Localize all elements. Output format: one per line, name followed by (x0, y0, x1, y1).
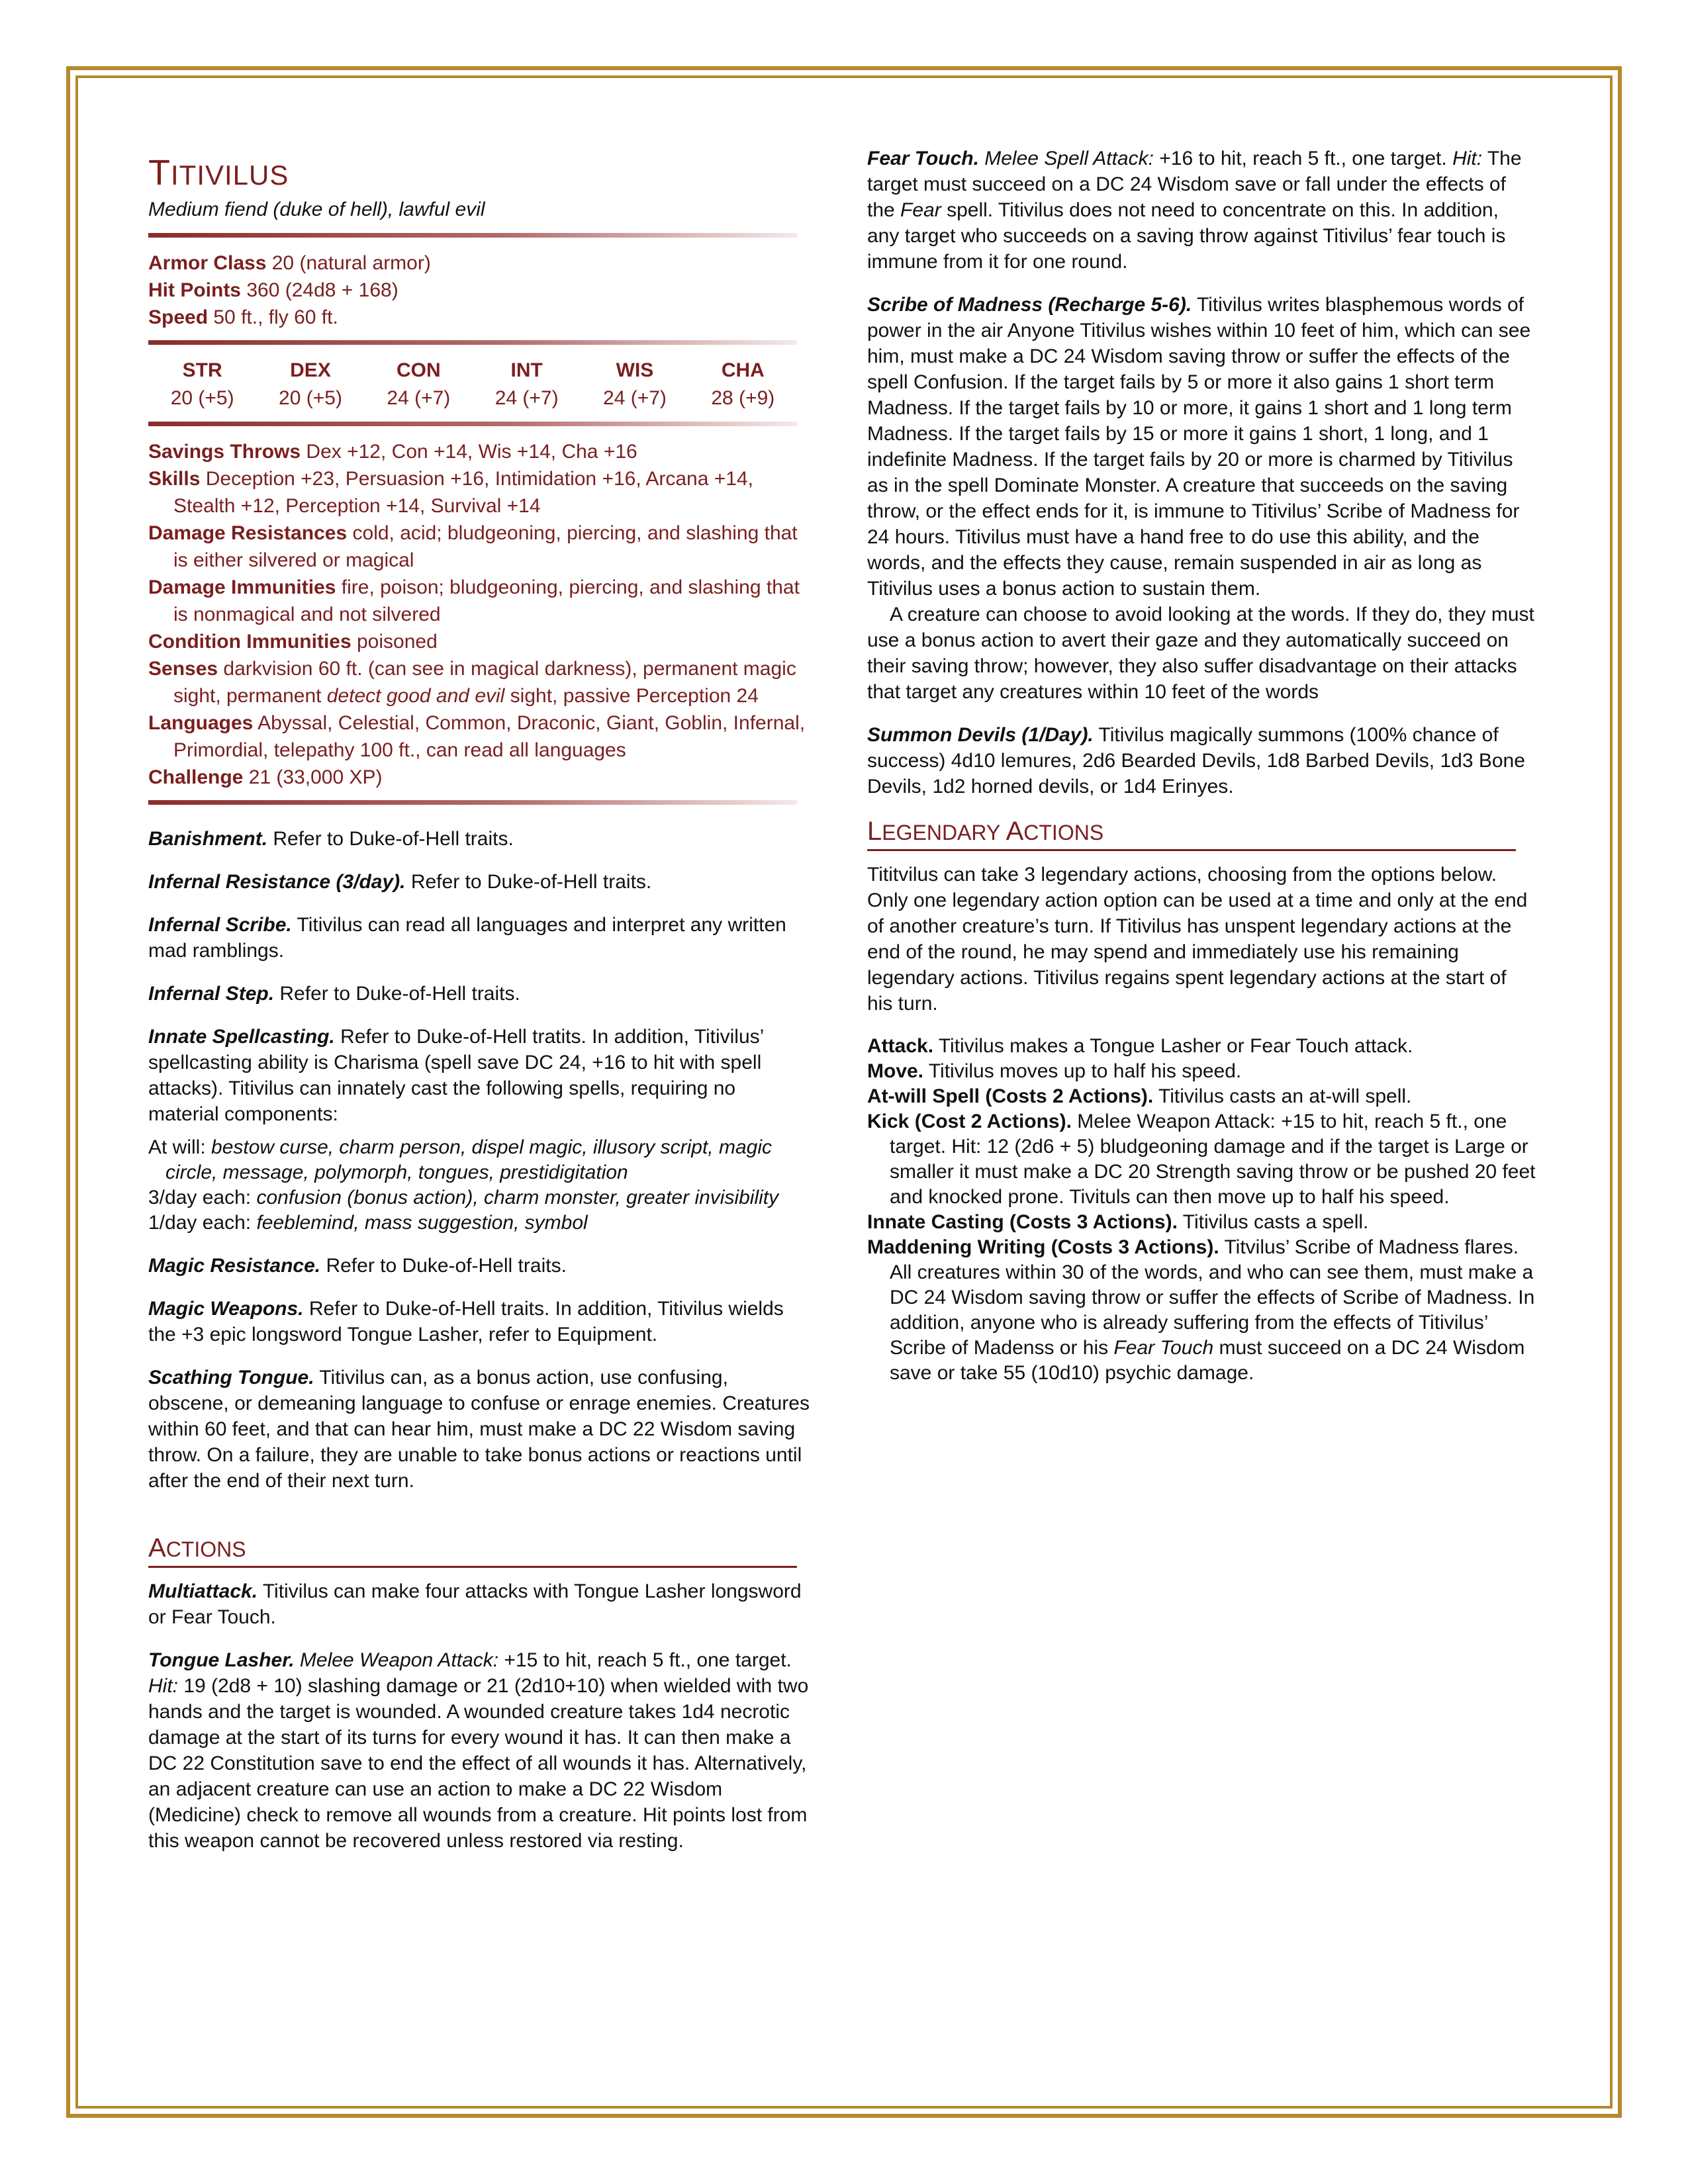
trait-scathing-tongue (148, 1365, 810, 1494)
trait-innate-spellcasting (148, 1024, 810, 1127)
legendary-name: Move. (867, 1060, 924, 1082)
action-text: Titivilus writes blasphemous words of power in the air Anyone Titivilus wishes within 10 feet of him, which can see him, must make a DC 24 Wisdom saving throw or suffer the effects of the spell Confusion. If the target fails by 5 or more it also gains 1 short term Madness. If the target fails by 10 or more, it gains 1 short and 1 long term Madness. If the target fails by 15 or more it gains 1 short, 1 long, and 1 indefinite Madness. If the target fails by 20 or more is charmed by Titivilus as in the spell Dominate Monster. A creature that succeeds on the saving throw, or the effect ends for it, is immune to Titivilus’ Scribe of Madness for 24 hours. Titivilus must have a hand free to do use this ability, and the words, and the effects they cause, remain suspended in air as long as Titivilus uses a bonus action to sustain them. (867, 294, 1531, 600)
property-value: Dex +12, Con +14, Wis +14, Cha +16 (306, 441, 637, 463)
legendary-innate-casting (867, 1210, 1536, 1235)
trait-text: Refer to Duke-of-Hell tratits. In addition, Titivilus’ spellcasting ability is Charisma (spell save DC 24, +16 to hit with spell attacks). Titivilus can innately cast the following spells, requiring no material components: (148, 1026, 764, 1125)
ability-value: 24 (+7) (494, 387, 559, 409)
action-tongue-lasher (148, 1647, 810, 1854)
trait-banishment (148, 826, 810, 852)
ability-header: STR (182, 359, 222, 381)
legendary-name: Maddening Writing (Costs 3 Actions). (867, 1236, 1219, 1258)
property-label: Condition Immunities (148, 631, 352, 653)
speed-label: Speed (148, 306, 209, 328)
trait-text: Refer to Duke-of-Hell traits. (274, 983, 520, 1005)
action-text: 19 (2d8 + 10) slashing damage or 21 (2d10+10) when wielded with two hands and the target is wounded. A wounded creature takes 1d4 necrotic damage at the start of its turns for every wound it has. It can then make a DC 22 Constitution save to end the effect of all wounds it has. Alternatively, an adjacent creature can use an action to make a DC 22 Wisdom (Medicine) check to remove all wounds from a creature. Hit points lost from this weapon cannot be recovered unless restored via resting. (148, 1675, 809, 1852)
property-label: Challenge (148, 766, 244, 788)
saving-throws (148, 438, 810, 465)
action-name: Multiattack. (148, 1580, 258, 1602)
spell-names: confusion (bonus action), charm monster, greater invisibility (256, 1187, 779, 1208)
action-name: Tongue Lasher. (148, 1649, 295, 1671)
ability-headers (148, 357, 797, 385)
hit-label: Hit: (148, 1675, 178, 1697)
ability-value: 24 (+7) (603, 387, 667, 409)
hit-points-value: 360 (24d8 + 168) (246, 279, 399, 301)
legendary-text: Titivilus makes a Tongue Lasher or Fear Touch attack. (933, 1035, 1413, 1057)
senses-text: sight, passive Perception 24 (504, 685, 759, 707)
action-text: Titivilus can make four attacks with Tongue Lasher longsword or Fear Touch. (148, 1580, 802, 1628)
heading-rest: EGENDARY (882, 821, 1006, 844)
hit-points-label: Hit Points (148, 279, 241, 301)
divider (148, 422, 797, 426)
legendary-text: Titvilus’ Scribe of Madness flares. All creatures within 30 of the words, and who can see them, must make a DC 24 Wisdom saving throw or suffer the effects of Scribe of Madness. In addition, anyone who is already suffering from the effects of Titivilus’ Scribe of Madenss or his (890, 1236, 1535, 1359)
legendary-move (867, 1059, 1536, 1084)
ability-scores-table (148, 357, 797, 412)
trait-text: Refer to Duke-of-Hell traits. In addition, Titivilus wields the +3 epic longsword Tongue Lasher, refer to Equipment. (148, 1298, 784, 1345)
action-name: Fear Touch. (867, 148, 979, 169)
trait-text: Refer to Duke-of-Hell traits. (267, 828, 514, 850)
trait-infernal-step (148, 981, 810, 1007)
ability-header: CHA (721, 359, 765, 381)
legendary-name: Innate Casting (Costs 3 Actions). (867, 1211, 1178, 1233)
legendary-text: Titivilus casts a spell. (1177, 1211, 1369, 1233)
right-column (867, 146, 1536, 1386)
spell-names: feeblemind, mass suggestion, symbol (256, 1212, 588, 1234)
spell-list-1-day (148, 1210, 810, 1236)
senses (148, 655, 810, 709)
legendary-text: must succeed on a DC 24 Wisdom save or take 55 (10d10) psychic damage. (890, 1337, 1525, 1384)
legendary-maddening-writing (867, 1235, 1536, 1386)
senses-italic: detect good and evil (326, 685, 505, 707)
monster-name (148, 152, 810, 193)
speed (148, 304, 810, 331)
property-value: poisoned (357, 631, 438, 653)
ability-value: 28 (+9) (711, 387, 775, 409)
legendary-text: Melee Weapon Attack: +15 to hit, reach 5 ft., one target. Hit: 12 (2d6 + 5) bludgeoning damage and if the target is Large or smaller it must make a DC 20 Strength saving throw or be pushed 20 feet and knocked prone. Tivituls can then move up to half his speed. (890, 1111, 1536, 1208)
spell-list-3-day (148, 1185, 810, 1210)
left-column (148, 146, 810, 1871)
legendary-actions-heading (867, 817, 1516, 851)
attack-type: Melee Weapon Attack: (294, 1649, 499, 1671)
action-summon-devils (867, 722, 1536, 799)
action-text: The target must succeed on a DC 24 Wisdom save or fall under the effects of the (867, 148, 1522, 221)
spell-frequency: 1/day each: (148, 1212, 257, 1234)
action-fear-touch (867, 146, 1536, 275)
heading-rest: CTIONS (165, 1537, 246, 1561)
damage-immunities (148, 574, 810, 628)
legendary-text: Titivilus moves up to half his speed. (923, 1060, 1242, 1082)
property-value: cold, acid; bludgeoning, piercing, and slashing that is either silvered or magical (173, 522, 798, 571)
spell-list-at-will (148, 1135, 810, 1185)
trait-name: Magic Resistance. (148, 1255, 321, 1277)
legendary-italic: Fear Touch (1113, 1337, 1214, 1359)
spacer (148, 1236, 810, 1253)
action-name: Summon Devils (1/Day). (867, 724, 1094, 746)
property-value: 21 (33,000 XP) (248, 766, 383, 788)
ability-value: 20 (+5) (279, 387, 342, 409)
property-label: Languages (148, 712, 254, 734)
trait-name: Banishment. (148, 828, 268, 850)
ability-value: 20 (+5) (170, 387, 234, 409)
trait-name: Scathing Tongue. (148, 1367, 314, 1388)
action-text: Titivilus magically summons (100% chance of success) 4d10 lemures, 2d6 Bearded Devils, 1d8 Barbed Devils, 1d3 Bone Devils, 1d2 horned devils, or 1d4 Erinyes. (867, 724, 1525, 797)
condition-immunities (148, 628, 810, 655)
speed-value: 50 ft., fly 60 ft. (213, 306, 338, 328)
action-text: spell. Titivilus does not need to concentrate on this. In addition, any target who succeeds on a saving throw against Titivilus’ fear touch is immune from it for one round. (867, 199, 1506, 273)
divider (148, 800, 797, 805)
armor-class-value: 20 (natural armor) (271, 252, 431, 274)
divider (148, 340, 797, 345)
trait-infernal-scribe (148, 912, 810, 964)
monster-subtitle: Medium fiend (duke of hell), lawful evil (148, 199, 485, 220)
name-rest: ITIVILUS (171, 159, 289, 191)
armor-class (148, 250, 810, 277)
spell-frequency: 3/day each: (148, 1187, 257, 1208)
trait-text: Refer to Duke-of-Hell traits. (320, 1255, 567, 1277)
heading-initial: L (867, 817, 882, 846)
trait-name: Infernal Scribe. (148, 914, 292, 936)
name-initial: T (148, 153, 171, 193)
ability-header: DEX (290, 359, 331, 381)
property-label: Damage Resistances (148, 522, 348, 544)
actions-heading (148, 1533, 797, 1568)
damage-resistances (148, 520, 810, 574)
skills (148, 465, 810, 520)
property-label: Senses (148, 658, 218, 680)
legendary-attack (867, 1034, 1536, 1059)
trait-name: Magic Weapons. (148, 1298, 304, 1320)
action-multiattack (148, 1578, 810, 1630)
spell-frequency: At will: (148, 1136, 212, 1158)
property-label: Skills (148, 468, 201, 490)
property-value: Deception +23, Persuasion +16, Intimidation +16, Arcana +14, Stealth +12, Perception +14, Survival +14 (173, 468, 753, 517)
ability-header: CON (396, 359, 441, 381)
trait-name: Innate Spellcasting. (148, 1026, 335, 1048)
spell-name: Fear (900, 199, 941, 221)
spell-names: bestow curse, charm person, dispel magic, illusory script, magic circle, message, polymorph, tongues, prestidigitation (165, 1136, 772, 1183)
legendary-text: Titivilus casts an at-will spell. (1153, 1085, 1412, 1107)
legendary-name: Kick (Cost 2 Actions). (867, 1111, 1072, 1132)
heading-initial: A (1006, 817, 1024, 846)
legendary-intro: Tititvilus can take 3 legendary actions, choosing from the options below. Only one legendary action option can be used at a time and only at the end of another creature’s turn. If Titivilus has unspent legendary actions at the end of the round, he may spend and immediately use his remaining legendary actions. Titivilus regains spent legendary actions at the start of his turn. (867, 864, 1528, 1015)
property-value: Abyssal, Celestial, Common, Draconic, Giant, Goblin, Infernal, Primordial, telepathy 100 ft., can read all languages (173, 712, 806, 761)
trait-name: Infernal Step. (148, 983, 275, 1005)
hit-points (148, 277, 810, 304)
property-label: Savings Throws (148, 441, 301, 463)
trait-magic-weapons (148, 1296, 810, 1347)
heading-initial: A (148, 1533, 166, 1563)
legendary-at-will-spell (867, 1084, 1536, 1109)
legendary-name: At-will Spell (Costs 2 Actions). (867, 1085, 1154, 1107)
trait-text: Refer to Duke-of-Hell traits. (405, 871, 652, 893)
action-scribe-of-madness (867, 292, 1536, 602)
attack-text: +16 to hit, reach 5 ft., one target. (1153, 148, 1453, 169)
heading-rest: CTIONS (1023, 821, 1104, 844)
challenge (148, 764, 810, 791)
attack-text: +15 to hit, reach 5 ft., one target. (498, 1649, 792, 1671)
ability-values (148, 385, 797, 412)
hit-label: Hit: (1452, 148, 1483, 169)
action-scribe-of-madness-avoid: A creature can choose to avoid looking at the words. If they do, they must use a bonus action to avert their gaze and they automatically succeed on their saving throw; however, they also suffer disadvantage on their attacks that target any creatures within 10 feet of the words (867, 604, 1534, 703)
trait-magic-resistance (148, 1253, 810, 1279)
trait-name: Infernal Resistance (3/day). (148, 871, 406, 893)
property-value: fire, poison; bludgeoning, piercing, and slashing that is nonmagical and not silvered (173, 576, 800, 625)
trait-text: Titivilus can read all languages and interpret any written mad ramblings. (148, 914, 786, 962)
legendary-kick (867, 1109, 1536, 1210)
ability-header: INT (510, 359, 543, 381)
ability-header: WIS (616, 359, 654, 381)
languages (148, 709, 810, 764)
divider (148, 233, 797, 238)
attack-type: Melee Spell Attack: (978, 148, 1154, 169)
armor-class-label: Armor Class (148, 252, 267, 274)
ability-value: 24 (+7) (387, 387, 451, 409)
action-name: Scribe of Madness (Recharge 5-6). (867, 294, 1192, 316)
property-label: Damage Immunities (148, 576, 336, 598)
legendary-name: Attack. (867, 1035, 934, 1057)
trait-text: Titivilus can, as a bonus action, use confusing, obscene, or demeaning language to confuse or enrage enemies. Creatures within 60 feet, and that can hear him, must make a DC 22 Wisdom saving throw. On a failure, they are unable to take bonus actions or reactions until after the end of their next turn. (148, 1367, 810, 1492)
trait-infernal-resistance (148, 869, 810, 895)
senses-text: darkvision 60 ft. (can see in magical darkness), permanent magic sight, permanent (173, 658, 796, 707)
